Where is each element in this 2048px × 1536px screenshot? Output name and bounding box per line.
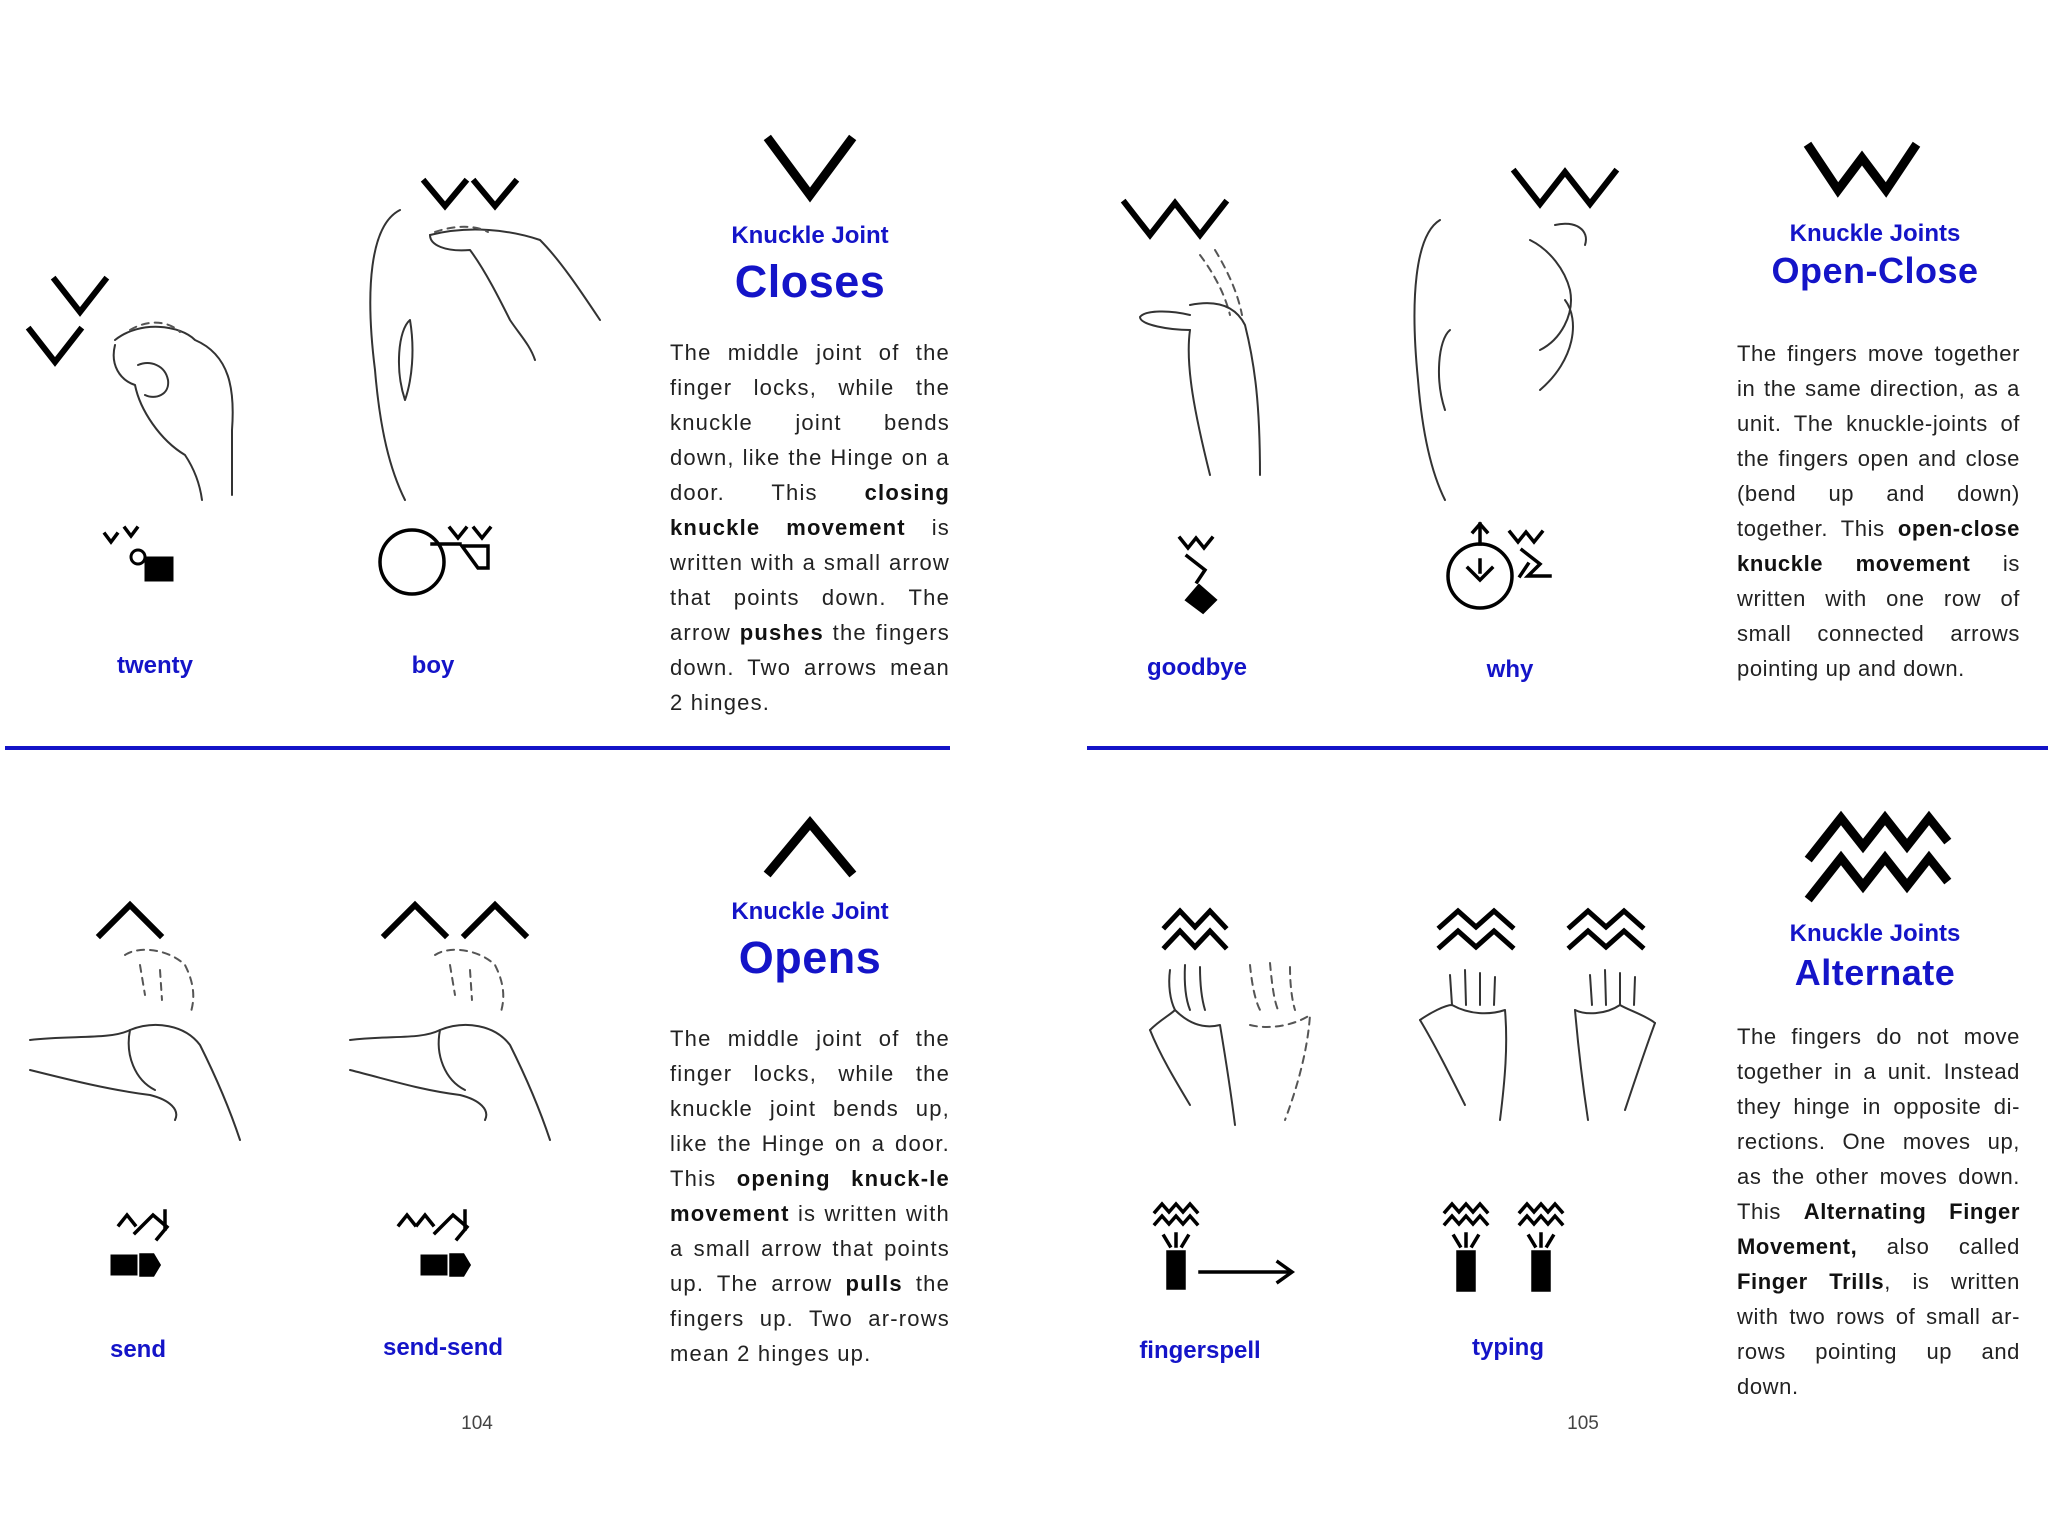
- boy-symbol: [370, 510, 510, 600]
- why-hand-illustration: [1400, 160, 1630, 500]
- body-text-open-close: The fingers move together in the same direction, as a unit. The knuckle-joints of the fingers open and close (bend up and down) together. This open-close knuckle movement is written with one row of small connected arrows pointing up and down.: [1737, 341, 2020, 681]
- caption-title-closes: Closes: [734, 256, 886, 307]
- twenty-hand-illustration: [20, 270, 240, 510]
- goodbye-symbol: [1175, 530, 1245, 610]
- example-word-goodbye: goodbye: [1147, 654, 1247, 681]
- page-number-right: 105: [1567, 1413, 1599, 1434]
- why-symbol: [1440, 520, 1575, 615]
- example-word-why: why: [1486, 656, 1534, 683]
- chevron-up-icon: [765, 815, 855, 875]
- caption-small-opens: Knuckle Joint: [731, 898, 889, 925]
- example-word-send: send: [109, 1336, 166, 1363]
- zigzag-icon: [1805, 140, 1920, 200]
- boy-hand-illustration: [360, 170, 610, 500]
- section-divider-left: [5, 746, 950, 750]
- fingerspell-symbol: [1150, 1200, 1310, 1290]
- twenty-symbol: [100, 520, 180, 580]
- typing-symbol: [1440, 1200, 1590, 1295]
- send-hand-illustration: [30, 890, 260, 1140]
- example-word-twenty: twenty: [116, 652, 193, 679]
- body-text-closes: The middle joint of the finger locks, while the knuckle joint bends down, like the Hinge on a door. This closing knuckle movement is written with a small arrow that points down. The arrow pushes the fingers down. Two arrows mean 2 hinges.: [670, 340, 951, 715]
- caption-small-closes: Knuckle Joint: [731, 222, 889, 249]
- chevron-down-icon: [765, 135, 855, 205]
- typing-hand-illustration: [1390, 905, 1690, 1125]
- body-text-alternate: The fingers do not move together in a unit. Instead they hinge in opposite di-rections. One moves up, as the other moves down. This Alternating Finger Movement, also called Finger Trills, is written with two rows of small ar-rows pointing up and down.: [1737, 1024, 2020, 1399]
- right-page: [1045, 0, 2048, 1536]
- double-zigzag-icon: [1805, 808, 1950, 903]
- example-word-send-send: send-send: [382, 1334, 504, 1361]
- body-text-opens: The middle joint of the finger locks, while the knuckle joint bends up, like the Hinge on a door. This opening knuck-le movement is written with a small arrow that points up. The arrow pulls the fingers up. Two ar-rows mean 2 hinges up.: [670, 1026, 951, 1366]
- page-number-left: 104: [461, 1413, 493, 1434]
- send-send-symbol: [395, 1205, 495, 1280]
- fingerspell-hand-illustration: [1110, 905, 1370, 1125]
- send-send-hand-illustration: [350, 890, 580, 1140]
- caption-small-alternate: Knuckle Joints: [1789, 920, 1961, 947]
- caption-title-opens: Opens: [738, 932, 882, 983]
- caption-small-open-close: Knuckle Joints: [1789, 220, 1961, 247]
- left-page: [0, 0, 1000, 1536]
- example-word-typing: typing: [1472, 1334, 1544, 1361]
- caption-title-open-close: Open-Close: [1771, 250, 1979, 291]
- goodbye-hand-illustration: [1120, 195, 1280, 475]
- caption-title-alternate: Alternate: [1794, 952, 1956, 993]
- example-word-fingerspell: fingerspell: [1139, 1337, 1261, 1364]
- section-divider-right: [1087, 746, 2048, 750]
- send-symbol: [105, 1205, 185, 1280]
- example-word-boy: boy: [411, 652, 455, 679]
